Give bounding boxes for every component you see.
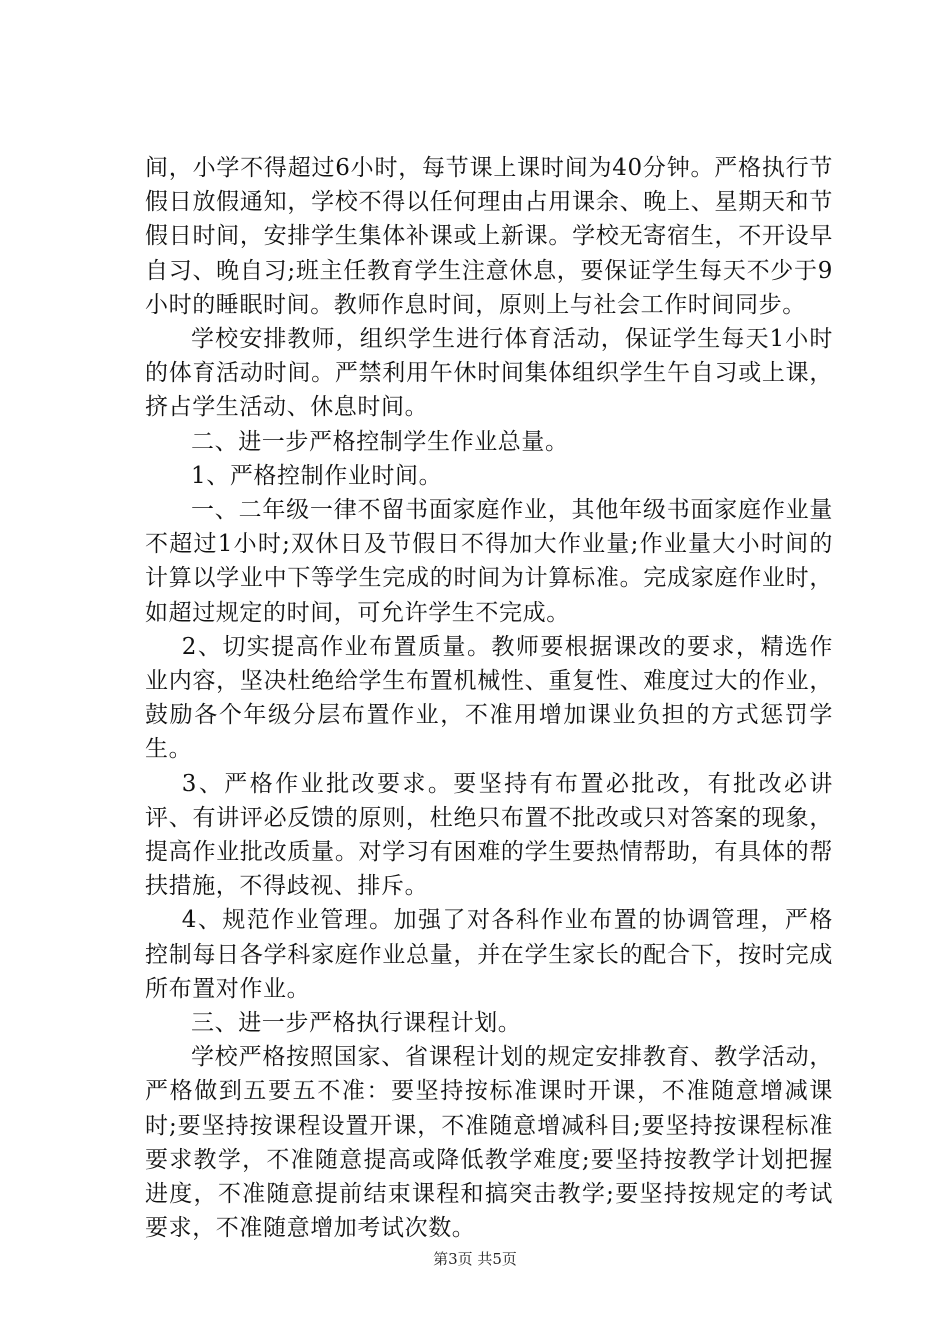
document-body <box>145 151 833 1246</box>
paragraph-homework-quality: 2、切实提高作业布置质量。教师要根据课改的要求，精选作业内容，坚决杜绝给学生布置机械性、重复性、难度过大的作业，鼓励各个年级分层布置作业，不准用增加课业负担的方式惩罚学生。 <box>145 633 833 763</box>
paragraph-homework-correction: 3、严格作业批改要求。要坚持有布置必批改，有批改必讲评、有讲评必反馈的原则，杜绝只布置不批改或只对答案的现象，提高作业批改质量。对学习有困难的学生要热情帮助，有具体的帮扶措施，不得歧视、排斥。 <box>145 770 833 900</box>
paragraph-sports-activity: 学校安排教师，组织学生进行体育活动，保证学生每天1小时的体育活动时间。严禁利用午休时间集体组织学生午自习或上课，挤占学生活动、休息时间。 <box>145 326 833 421</box>
paragraph-continuation: 间，小学不得超过6小时，每节课上课时间为40分钟。严格执行节假日放假通知，学校不得以任何理由占用课余、晚上、星期天和节假日时间，安排学生集体补课或上新课。学校无寄宿生，不开设早自习、晚自习;班主任教育学生注意休息，要保证学生每天不少于9小时的睡眠时间。教师作息时间，原则上与社会工作时间同步。 <box>145 155 833 318</box>
paragraph-homework-time: 一、二年级一律不留书面家庭作业，其他年级书面家庭作业量不超过1小时;双休日及节假日不得加大作业量;作业量大小时间的计算以学业中下等学生完成的时间为计算标准。完成家庭作业时，如超过规定的时间，可允许学生不完成。 <box>145 497 833 626</box>
section-heading-curriculum: 三、进一步严格执行课程计划。 <box>191 1010 522 1037</box>
subheading-homework-time: 1、严格控制作业时间。 <box>191 462 443 489</box>
paragraph-curriculum: 学校严格按照国家、省课程计划的规定安排教育、教学活动，严格做到五要五不准：要坚持按标准课时开课，不准随意增减课时;要坚持按课程设置开课，不准随意增减科目;要坚持按课程标准要求教学，不准随意提高或降低教学难度;要坚持按教学计划把握进度，不准随意提前结束课程和搞突击教学;要坚持按规定的考试要求，不准随意增加考试次数。 <box>145 1044 833 1242</box>
section-heading-homework: 二、进一步严格控制学生作业总量。 <box>191 428 569 455</box>
page-number-footer: 第3页 共5页 <box>433 1250 517 1268</box>
paragraph-homework-management: 4、规范作业管理。加强了对各科作业布置的协调管理，严格控制每日各学科家庭作业总量，并在学生家长的配合下，按时完成所布置对作业。 <box>145 907 833 1002</box>
